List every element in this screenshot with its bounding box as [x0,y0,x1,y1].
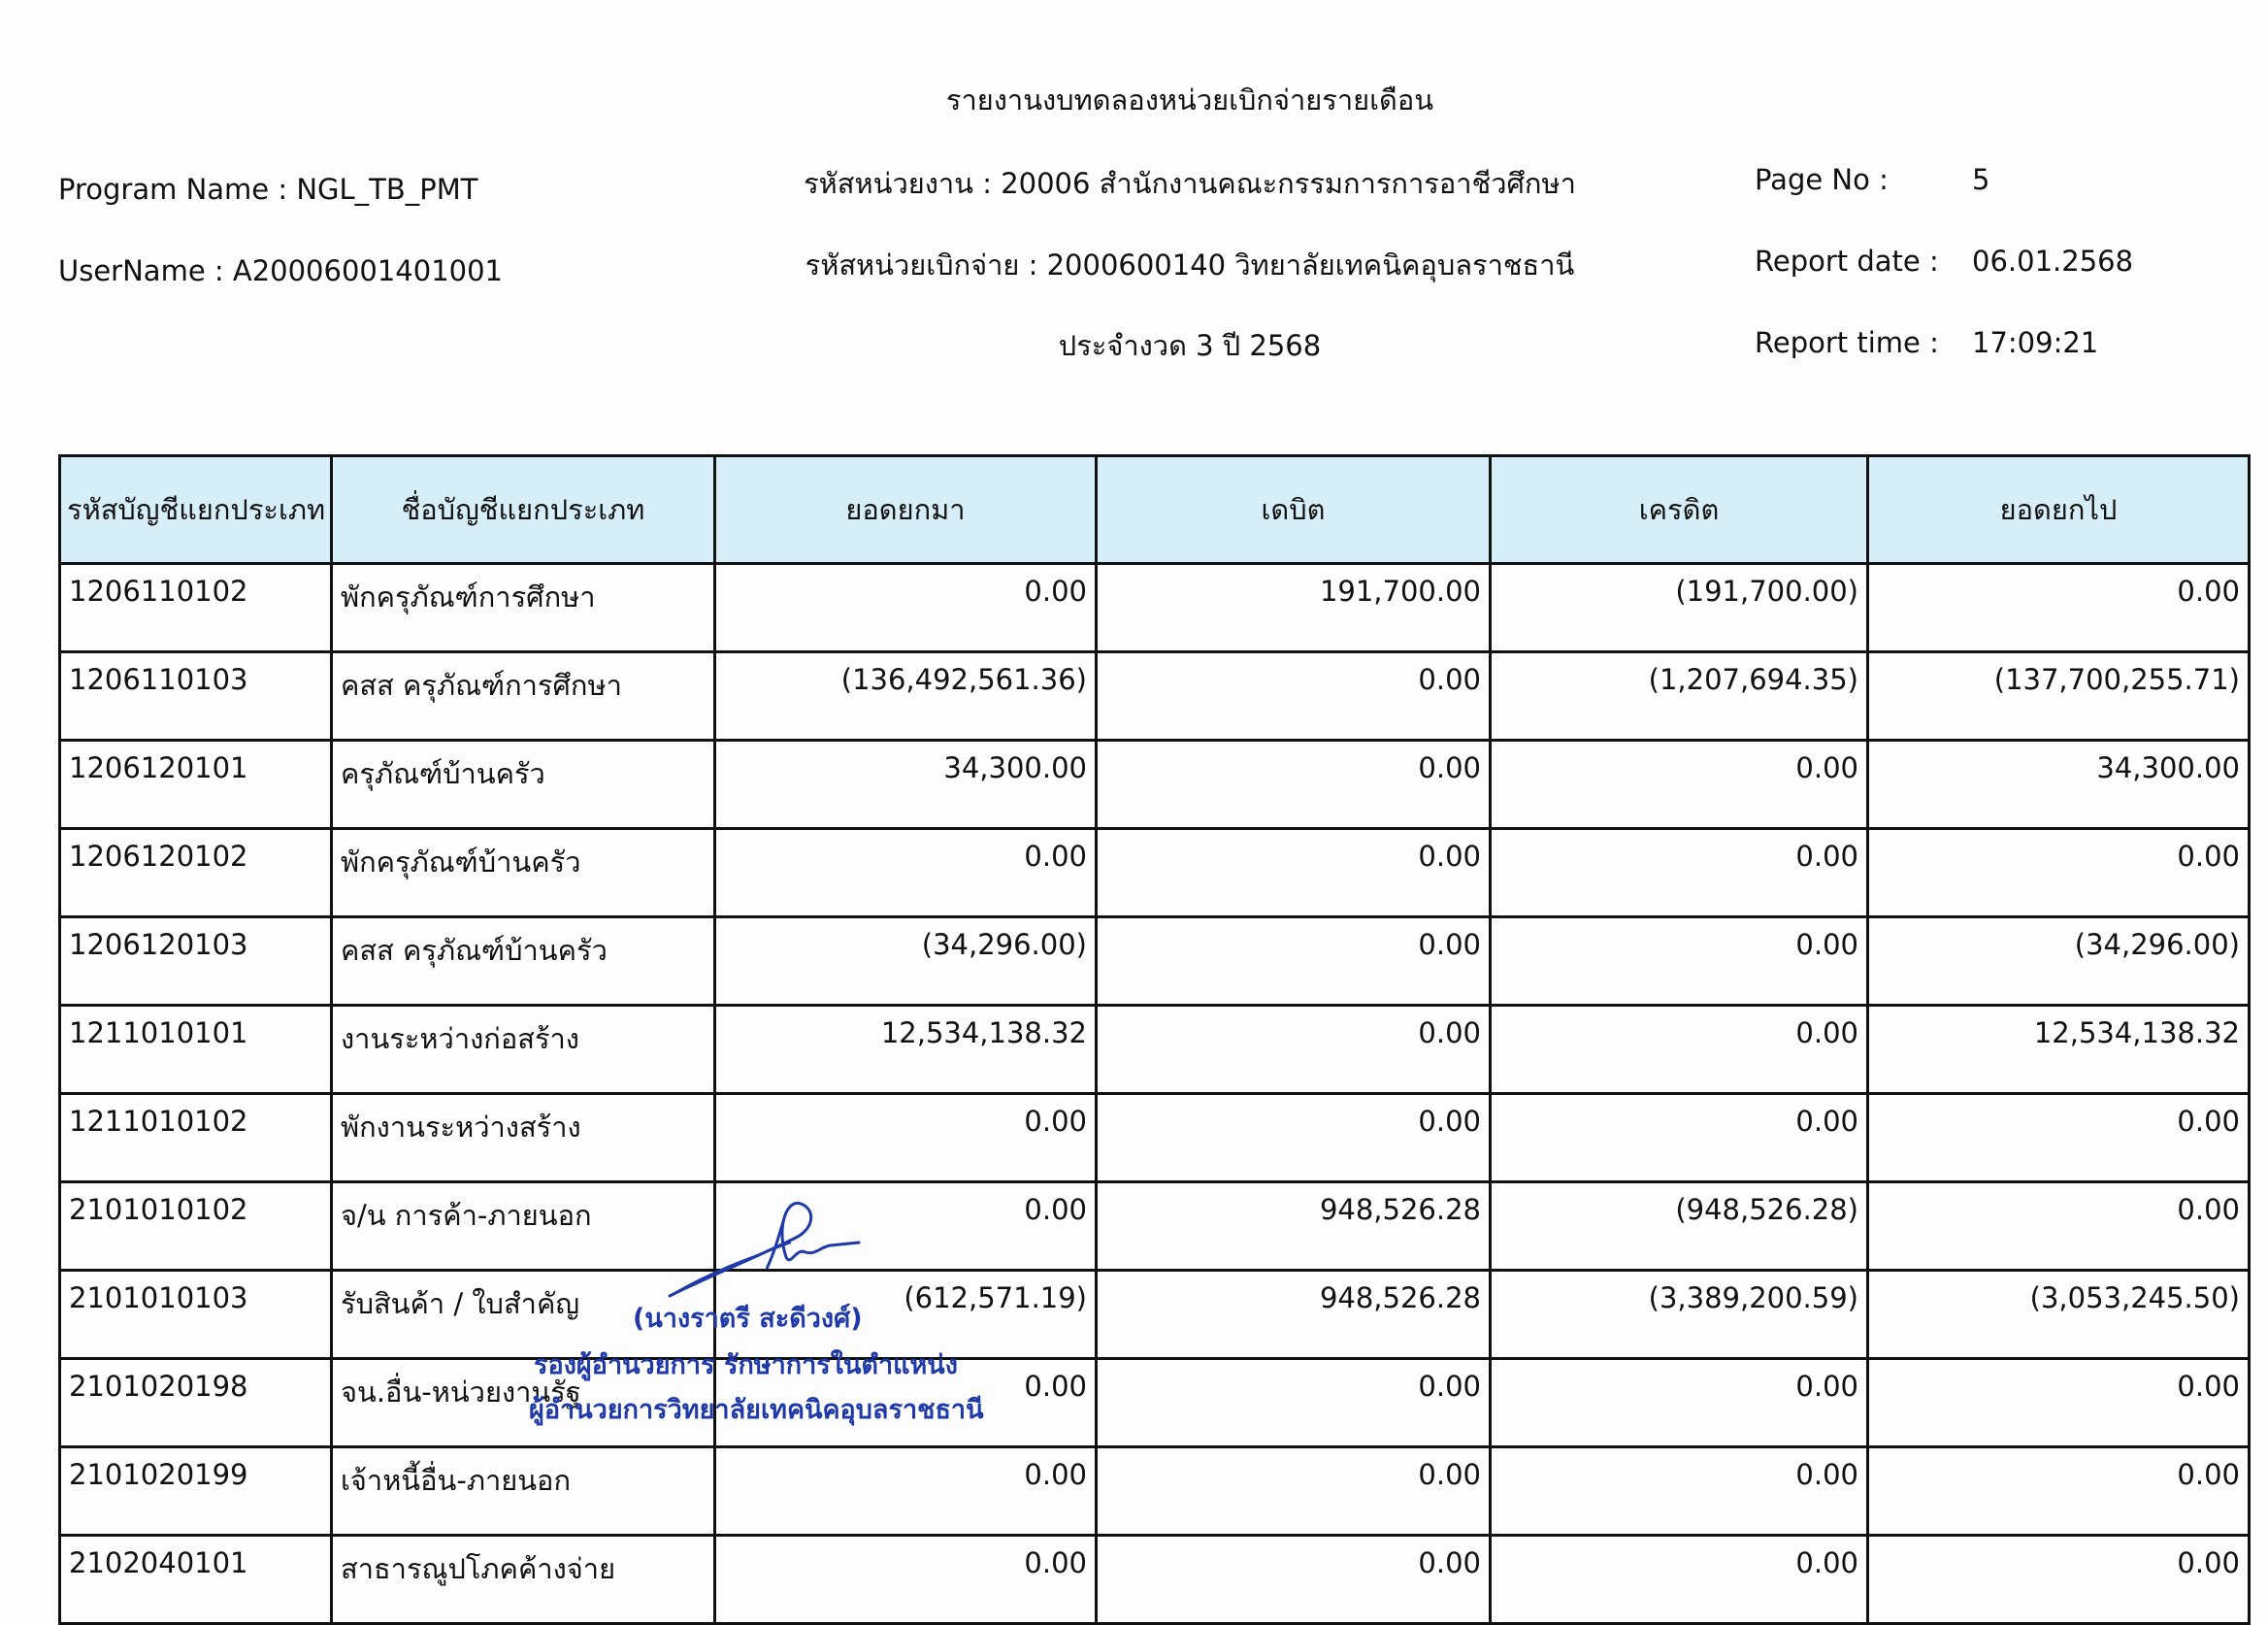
brought-forward-cell: (136,492,561.36) [715,652,1097,741]
table-header-row [60,456,2250,564]
account-name-cell: พักงานระหว่างสร้าง [332,1094,715,1182]
table-row [60,917,2250,1006]
account-code-cell: 1206110103 [60,652,332,741]
disbursing-unit-line: รหัสหน่วยเบิกจ่าย : 2000600140 วิทยาลัยเทคนิคอุบลราชธานี [805,249,1575,282]
debit-cell: 191,700.00 [1097,564,1491,652]
brought-forward-cell: 0.00 [715,1182,1097,1271]
carried-forward-cell: (3,053,245.50) [1868,1271,2250,1359]
col-header-brought-forward: ยอดยกมา [715,456,1097,564]
table-row [60,1006,2250,1094]
signer-organization: ผู้อำนวยการวิทยาลัยเทคนิคอุบลราชธานี [529,1395,984,1425]
account-code-cell: 1211010101 [60,1006,332,1094]
carried-forward-cell: 34,300.00 [1868,741,2250,829]
account-code-cell: 2101010103 [60,1271,332,1359]
account-name-cell: จ/น การค้า-ภายนอก [332,1182,715,1271]
debit-cell: 0.00 [1097,741,1491,829]
account-name-cell: งานระหว่างก่อสร้าง [332,1006,715,1094]
report-date-value: 06.01.2568 [1972,245,2134,278]
account-name-cell: คสส ครุภัณฑ์การศึกษา [332,652,715,741]
col-header-credit: เครดิต [1491,456,1868,564]
carried-forward-cell: 0.00 [1868,1447,2250,1536]
debit-cell: 0.00 [1097,1094,1491,1182]
period-line: ประจำงวด 3 ปี 2568 [1058,329,1322,362]
trial-balance-table [58,454,2251,1625]
credit-cell: 0.00 [1491,1536,1868,1624]
debit-cell: 948,526.28 [1097,1271,1491,1359]
col-header-carried-forward: ยอดยกไป [1868,456,2250,564]
credit-cell: 0.00 [1491,917,1868,1006]
brought-forward-cell: 34,300.00 [715,741,1097,829]
account-name-cell: จน.อื่น-หน่วยงานรัฐ [332,1359,715,1447]
account-code-cell: 1211010102 [60,1094,332,1182]
credit-cell: 0.00 [1491,741,1868,829]
report-date-label: Report date : [1755,245,1939,278]
credit-cell: (191,700.00) [1491,564,1868,652]
brought-forward-cell: (612,571.19) [715,1271,1097,1359]
user-name: UserName : A20006001401001 [58,254,504,287]
carried-forward-cell: 0.00 [1868,1359,2250,1447]
carried-forward-cell: 0.00 [1868,829,2250,917]
brought-forward-cell: 0.00 [715,1359,1097,1447]
debit-cell: 0.00 [1097,1447,1491,1536]
carried-forward-cell: 12,534,138.32 [1868,1006,2250,1094]
debit-cell: 0.00 [1097,917,1491,1006]
brought-forward-cell: 0.00 [715,1094,1097,1182]
signer-position: รองผู้อำนวยการ รักษาการในตำแหน่ง [534,1350,958,1380]
table-row [60,652,2250,741]
agency-line: รหัสหน่วยงาน : 20006 สำนักงานคณะกรรมการการอาชีวศึกษา [804,167,1576,200]
credit-cell: 0.00 [1491,1359,1868,1447]
account-name-cell: สาธารณูปโภคค้างจ่าย [332,1536,715,1624]
report-time-label: Report time : [1755,326,1939,359]
account-code-cell: 1206110102 [60,564,332,652]
report-title: รายงานงบทดลองหน่วยเบิกจ่ายรายเดือน [945,83,1434,116]
debit-cell: 0.00 [1097,829,1491,917]
account-name-cell: พักครุภัณฑ์บ้านครัว [332,829,715,917]
debit-cell: 0.00 [1097,1536,1491,1624]
credit-cell: (3,389,200.59) [1491,1271,1868,1359]
col-header-account-code: รหัสบัญชีแยกประเภท [60,456,332,564]
brought-forward-cell: 0.00 [715,829,1097,917]
credit-cell: 0.00 [1491,1006,1868,1094]
credit-cell: 0.00 [1491,1094,1868,1182]
debit-cell: 0.00 [1097,652,1491,741]
account-name-cell: พักครุภัณฑ์การศึกษา [332,564,715,652]
carried-forward-cell: (137,700,255.71) [1868,652,2250,741]
carried-forward-cell: 0.00 [1868,1536,2250,1624]
credit-cell: (948,526.28) [1491,1182,1868,1271]
credit-cell: (1,207,694.35) [1491,652,1868,741]
table-row [60,1447,2250,1536]
debit-cell: 948,526.28 [1097,1182,1491,1271]
account-name-cell: รับสินค้า / ใบสำคัญ [332,1271,715,1359]
account-code-cell: 1206120102 [60,829,332,917]
report-time-value: 17:09:21 [1972,326,2099,359]
credit-cell: 0.00 [1491,1447,1868,1536]
signer-name: (นางราตรี สะดีวงศ์) [633,1304,863,1334]
carried-forward-cell: (34,296.00) [1868,917,2250,1006]
account-name-cell: ครุภัณฑ์บ้านครัว [332,741,715,829]
table-row [60,1182,2250,1271]
table-row [60,1536,2250,1624]
account-code-cell: 1206120103 [60,917,332,1006]
table-row [60,1094,2250,1182]
account-name-cell: เจ้าหนี้อื่น-ภายนอก [332,1447,715,1536]
account-code-cell: 2101020199 [60,1447,332,1536]
table-row [60,829,2250,917]
brought-forward-cell: 0.00 [715,564,1097,652]
table-row [60,1359,2250,1447]
col-header-debit: เดบิต [1097,456,1491,564]
brought-forward-cell: 0.00 [715,1447,1097,1536]
account-code-cell: 2102040101 [60,1536,332,1624]
debit-cell: 0.00 [1097,1006,1491,1094]
table-row [60,1271,2250,1359]
carried-forward-cell: 0.00 [1868,564,2250,652]
brought-forward-cell: (34,296.00) [715,917,1097,1006]
credit-cell: 0.00 [1491,829,1868,917]
col-header-account-name: ชื่อบัญชีแยกประเภท [332,456,715,564]
account-code-cell: 1206120101 [60,741,332,829]
carried-forward-cell: 0.00 [1868,1182,2250,1271]
table-row [60,564,2250,652]
carried-forward-cell: 0.00 [1868,1094,2250,1182]
account-name-cell: คสส ครุภัณฑ์บ้านครัว [332,917,715,1006]
table-row [60,741,2250,829]
brought-forward-cell: 12,534,138.32 [715,1006,1097,1094]
account-code-cell: 2101020198 [60,1359,332,1447]
program-name: Program Name : NGL_TB_PMT [58,173,478,206]
page-no-label: Page No : [1755,163,1889,196]
debit-cell: 0.00 [1097,1359,1491,1447]
account-code-cell: 2101010102 [60,1182,332,1271]
page-no-value: 5 [1972,163,1990,196]
brought-forward-cell: 0.00 [715,1536,1097,1624]
